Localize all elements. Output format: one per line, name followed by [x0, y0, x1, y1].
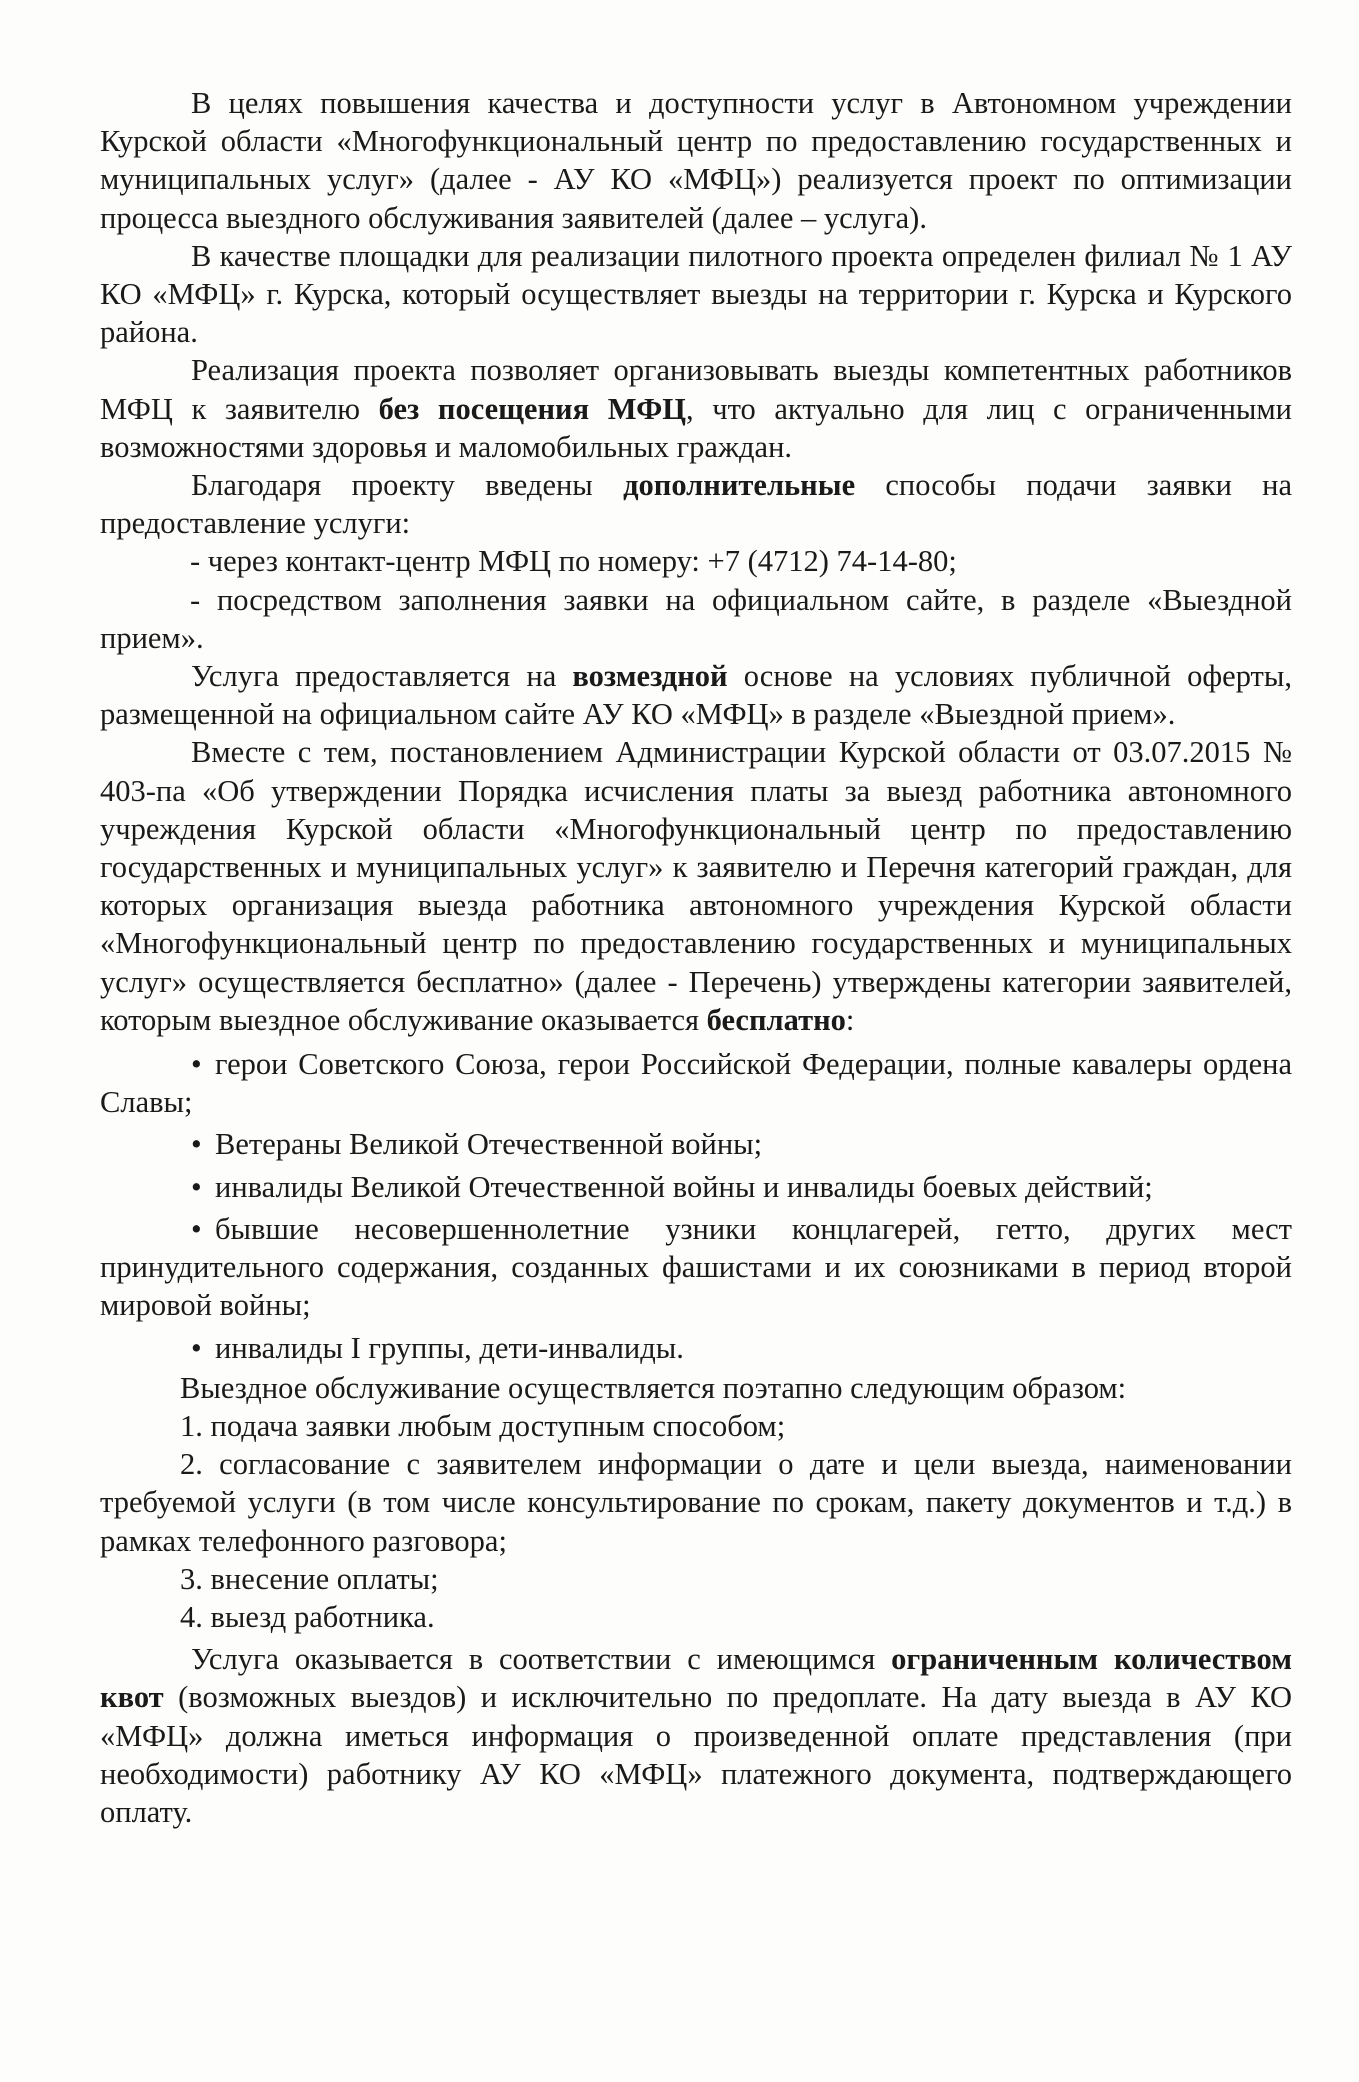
- list-item: • герои Советского Союза, герои Российской Федерации, полные кавалеры ордена Славы;: [100, 1047, 1292, 1120]
- paragraph-project-intro: В целях повышения качества и доступности услуг в Автономном учреждении Курской области «Многофункциональный центр по предоставлению государственных и муниципальных услуг» (далее - АУ КО «МФЦ») реализуется проект по оптимизации процесса выездного обслуживания заявителей (далее – услуга).: [100, 86, 1292, 235]
- document-body: [100, 84, 1292, 1831]
- method-contact-center: - через контакт-центр МФЦ по номеру: +7 (4712) 74-14-80;: [190, 544, 957, 579]
- paragraph-paid-basis: Услуга предоставляется на возмездной основе на условиях публичной оферты, размещенной на официальном сайте АУ КО «МФЦ» в разделе «Выездной прием».: [100, 659, 1292, 732]
- bold-paid: возмездной: [572, 659, 728, 694]
- step-item: 3. внесение оплаты;: [180, 1561, 439, 1596]
- step-item: 4. выезд работника.: [180, 1599, 435, 1634]
- paragraph-additional-methods: Благодаря проекту введены дополнительные способы подачи заявки на предоставление услуги:: [100, 468, 1293, 541]
- method-website: - посредством заполнения заявки на официальном сайте, в разделе «Выездной прием».: [100, 582, 1292, 655]
- bullet-icon: •: [191, 1211, 202, 1246]
- bold-additional: дополнительные: [623, 468, 856, 503]
- bold-no-visit: без посещения МФЦ: [378, 391, 687, 426]
- steps-intro: Выездное обслуживание осуществляется поэтапно следующим образом:: [180, 1370, 1127, 1405]
- bold-limited-quota: ограниченным количеством квот: [100, 1642, 1292, 1715]
- paragraph-resolution: Вместе с тем, постановлением Администрации Курской области от 03.07.2015 № 403-па «Об утверждении Порядка исчисления платы за выезд работника автономного учреждения Курской области «Многофункциональный центр по предоставлению государственных и муниципальных услуг» к заявителю и Перечня категорий граждан, для которых организация выезда работника автономного учреждения Курской области «Многофункциональный центр по предоставлению государственных и муниципальных услуг» осуществляется бесплатно» (далее - Перечень) утверждены категории заявителей, которым выездное обслуживание оказывается бесплатно:: [100, 735, 1292, 1037]
- list-item: • Ветераны Великой Отечественной войны;: [100, 1123, 1292, 1165]
- paragraph-quota: Услуга оказывается в соответствии с имеющимся ограниченным количеством квот (возможных выездов) и исключительно по предоплате. На дату выезда в АУ КО «МФЦ» должна иметься информация о произведенной оплате представления (при необходимости) работнику АУ КО «МФЦ» платежного документа, подтверждающего оплату.: [100, 1642, 1292, 1829]
- bold-free: бесплатно: [706, 1002, 846, 1037]
- bullet-icon: •: [191, 1127, 202, 1162]
- step-item: 1. подача заявки любым доступным способом;: [180, 1408, 786, 1443]
- step-item: 2. согласование с заявителем информации о дате и цели выезда, наименовании требуемой услуги (в том числе консультирование по срокам, пакету документов и т.д.) в рамках телефонного разговора;: [100, 1447, 1292, 1558]
- bullet-icon: •: [191, 1169, 202, 1204]
- list-item: • инвалиды I группы, дети-инвалиды.: [100, 1327, 1292, 1369]
- bullet-icon: •: [191, 1047, 202, 1082]
- paragraph-pilot-branch: В качестве площадки для реализации пилотного проекта определен филиал № 1 АУ КО «МФЦ» г. Курска, который осуществляет выезды на территории г. Курска и Курского района.: [100, 238, 1292, 350]
- list-item: • инвалиды Великой Отечественной войны и инвалиды боевых действий;: [100, 1166, 1292, 1208]
- list-item: • бывшие несовершеннолетние узники концлагерей, гетто, других мест принудительного содержания, созданных фашистами и их союзниками в период второй мировой войны;: [100, 1211, 1292, 1323]
- bullet-icon: •: [191, 1330, 202, 1365]
- paragraph-project-benefits: Реализация проекта позволяет организовывать выезды компетентных работников МФЦ к заявителю без посещения МФЦ, что актуально для лиц с ограниченными возможностями здоровья и маломобильных граждан.: [100, 353, 1293, 464]
